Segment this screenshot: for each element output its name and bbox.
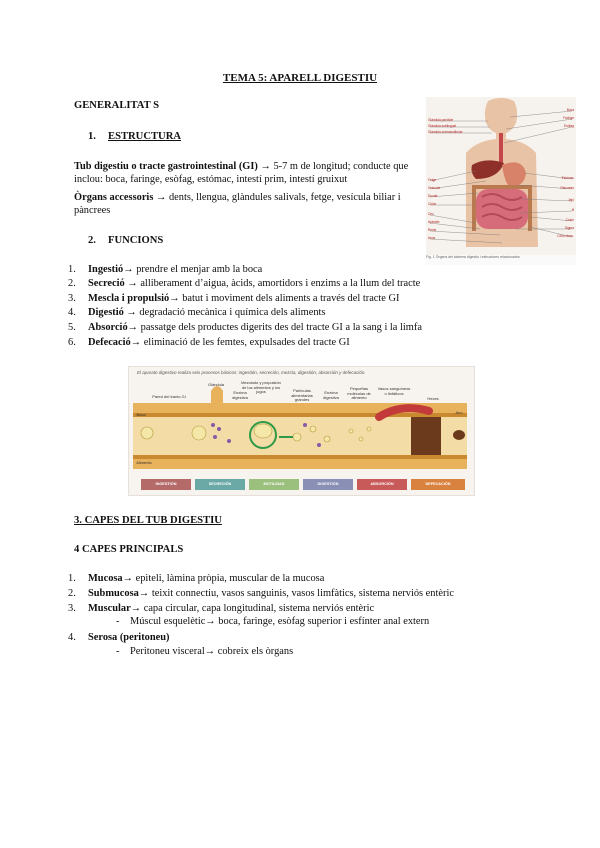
fig2-label: Heces (427, 396, 439, 401)
fig2-label: Vasos sanguíneos o linfáticos (377, 386, 411, 396)
digestive-tube-illustration (129, 367, 474, 495)
fig1-label: Glàndula paròtide (428, 118, 454, 122)
list-desc: → prendre el menjar amb la boca (123, 264, 263, 275)
fig2-label: Enzima digestiva (323, 390, 339, 400)
stage-defecation: DEFECACIÓN (411, 479, 465, 490)
fig2-label: Pequeñas moléculas de alimento (347, 386, 371, 401)
list-term: Secreció (88, 278, 125, 289)
list-number: 2. (68, 278, 76, 289)
fig1-label: Estómac (561, 176, 574, 180)
heading-capes: 3. CAPES DEL TUB DIGESTIU (74, 515, 222, 526)
list-item (68, 277, 421, 290)
heading-text: ESTRUCTURA (108, 131, 181, 142)
fig2-label: Glándula (207, 382, 224, 387)
list-term: Absorció (88, 322, 128, 333)
fig1-label: Pàncrees (560, 186, 574, 190)
list-item (68, 321, 422, 334)
fig2-label: Ano (455, 410, 463, 415)
term-tub: Tub digestiu o tracte gastrointestinal (GI) (74, 161, 258, 172)
list-item (68, 572, 325, 585)
fig1-label: Fetge (428, 178, 437, 182)
fig1-label: Jejú (568, 198, 574, 202)
paragraph-organs (74, 191, 422, 217)
list-desc: → eliminació de les femtes, expulsades del tracte GI (130, 337, 350, 348)
list-item (68, 336, 350, 349)
fig2-label: Alimento (136, 460, 152, 465)
desc-tub: → 5-7 m de longitud; conducte que inclou: boca, faringe, esòfag, estómac, intestí prim, intestí gruixut (74, 161, 409, 185)
list-item (68, 631, 170, 644)
list-number: 1. (68, 573, 76, 584)
sub-desc: Múscul esquelètic→ boca, faringe, esòfag superior i esfínter anal extern (130, 616, 430, 627)
fig1-label: Esòfag (564, 124, 574, 128)
fig1-caption: Fig. 1 Òrgans del sistema digestiu i estructures relacionades (426, 255, 520, 259)
fig1-label: Glàndula submandibular (428, 130, 463, 134)
list-desc: → batut i moviment dels aliments a través del tracte GI (169, 293, 400, 304)
list-desc: → passatge dels productes digerits des del tracte GI a la sang i la limfa (127, 322, 422, 333)
sub-list-item (116, 616, 430, 627)
list-desc: → epiteli, làmina pròpia, muscular de la mucosa (122, 573, 325, 584)
stage-absorption: ABSORCIÓN (357, 479, 407, 490)
fig2-label: Boca (136, 412, 146, 417)
list-number: 4. (68, 632, 76, 643)
desc-organs: → dents, llengua, glàndules salivals, fetge, vesícula biliar i pàncrees (74, 192, 401, 216)
list-item (68, 263, 263, 276)
subheading-capes: 4 CAPES PRINCIPALS (74, 544, 184, 555)
list-term: Defecació (88, 337, 131, 348)
list-number: 2. (68, 588, 76, 599)
list-term: Serosa (peritoneu) (88, 632, 170, 643)
list-desc: → teixit connectiu, vasos sanguinis, vasos limfàtics, sistema nerviós entèric (138, 588, 454, 599)
fig1-label: Còlon desc. (557, 234, 574, 238)
list-item (68, 602, 375, 615)
dash: - (116, 616, 120, 627)
list-number: 4. (68, 307, 76, 318)
stage-motility: MOTILIDAD (249, 479, 299, 490)
fig1-label: Anus (428, 236, 436, 240)
list-number: 5. (68, 322, 76, 333)
heading-number: 2. (88, 235, 96, 246)
sub-desc: Peritoneu visceral→ cobreix els òrgans (130, 646, 294, 657)
fig2-title: El aparato digestivo realiza seis procesos básicos: ingestión, secreción, mezcla, digestión, absorción y defecación. (137, 370, 366, 375)
list-term: Mescla i propulsió (88, 293, 170, 304)
fig1-label: Duodè (428, 194, 438, 198)
fig1-label: Còlon (428, 202, 437, 206)
fig2-label: Mezclado y propulsión de los alimentos y los jugos (241, 380, 281, 395)
stage-ingestion: INGESTIÓN (141, 479, 191, 490)
fig2-label: Enzima digestiva (232, 390, 248, 400)
fig1-label: Vesícula (428, 186, 441, 190)
heading-estructura (88, 131, 181, 142)
fig1-label: Sigma (564, 226, 574, 230)
fig1-label: Còlon (565, 218, 574, 222)
list-term: Submucosa (88, 588, 139, 599)
list-term: Ingestió (88, 264, 124, 275)
stage-digestion: DIGESTIÓN (303, 479, 353, 490)
list-term: Mucosa (88, 573, 123, 584)
dash: - (116, 646, 120, 657)
fig2-label: Partículas alimentarias grandes (291, 388, 313, 403)
section-generalitats: GENERALITAT S (74, 100, 160, 111)
list-number: 1. (68, 264, 76, 275)
list-term: Digestió (88, 307, 124, 318)
list-number: 3. (68, 603, 76, 614)
fig1-label: Ili (571, 208, 574, 212)
paragraph-tub (74, 160, 422, 186)
heading-funcions (88, 235, 163, 246)
sub-list-item (116, 646, 294, 657)
term-organs: Òrgans accessoris (74, 192, 154, 203)
fig1-label: Apèndix (428, 220, 440, 224)
fig1-label: Glàndula sublingual (428, 124, 456, 128)
list-item (68, 587, 454, 600)
list-desc: → capa circular, capa longitudinal, sistema nerviós entèric (130, 603, 375, 614)
fig1-label: Faringe (563, 116, 574, 120)
heading-text: FUNCIONS (108, 235, 164, 246)
fig1-label: Boca (566, 108, 574, 112)
list-desc: → degradació mecànica i química dels aliments (123, 307, 326, 318)
list-number: 6. (68, 337, 76, 348)
heading-number: 1. (88, 131, 96, 142)
fig1-label: Cec (428, 212, 434, 216)
list-desc: → alliberament d’aigua, àcids, amortidors i enzims a la llum del tracte (124, 278, 421, 289)
digestive-processes-figure (128, 366, 475, 496)
list-number: 3. (68, 293, 76, 304)
list-item (68, 306, 326, 319)
list-item (68, 292, 400, 305)
digestive-system-figure (426, 97, 576, 265)
fig1-label: Recte (428, 228, 437, 232)
page-title: TEMA 5: APARELL DIGESTIU (222, 72, 378, 84)
list-term: Muscular (88, 603, 131, 614)
stage-secretion: SECRECIÓN (195, 479, 245, 490)
fig2-label: Pared del tracto GI (152, 394, 186, 399)
